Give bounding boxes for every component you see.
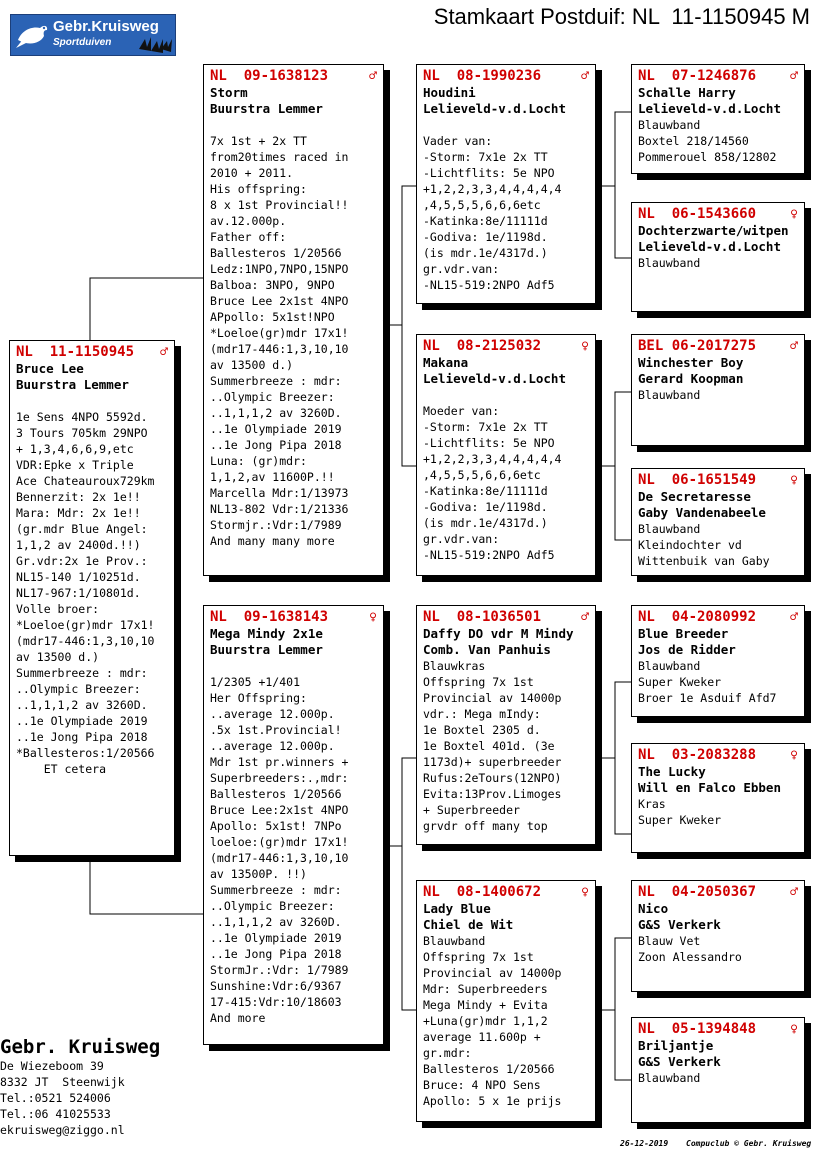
paternal-grandmother-card[interactable] [416,334,596,576]
detail-line: -NL15-519:2NPO Adf5 [423,548,555,562]
detail-line: 1/2305 +1/401 [210,675,301,689]
detail-line: 8 x 1st Provincial!! [210,198,349,212]
detail-line: Offspring 7x 1st [423,950,534,964]
detail-line: 1173d)+ superbreeder [423,755,562,769]
logo-title: Gebr.Kruisweg [53,18,159,35]
detail-line: ..1e Jong Pipa 2018 [210,947,342,961]
detail-line: 8332 JT Steenwijk [0,1075,125,1089]
detail-line: Her Offspring: [210,691,307,705]
great-grandparent-card[interactable] [631,334,805,446]
detail-line: + 1,3,4,6,6,9,etc [16,442,134,456]
ring-number: NL 07-1246876 [638,68,757,84]
detail-line: (mdr17-446:1,3,10,10 [210,851,349,865]
detail-line: loeloe:(gr)mdr 17x1! [210,835,349,849]
detail-line: Blauwband [638,256,701,270]
detail-line: Gr.vdr:2x 1e Prov.: [16,554,148,568]
detail-line: 3 Tours 705km 29NPO [16,426,148,440]
detail-line: Luna: (gr)mdr: [210,454,307,468]
pigeon-name: Mega Mindy 2x1e [210,626,323,641]
detail-line: Provincial av 14000p [423,691,562,705]
pigeon-details [638,387,800,403]
detail-line: *Ballesteros:1/20566 [16,746,155,760]
detail-line: Broer 1e Asduif Afd7 [638,691,777,705]
pigeon-details [638,1070,800,1086]
detail-line: +Luna(gr)mdr 1,1,2 [423,1014,548,1028]
owner-name: Gebr. Kruisweg [0,1036,161,1058]
detail-line: 1,1,2 av 2400d.!!) [16,538,141,552]
ring-number: NL 11-1150945 [16,344,135,360]
detail-line: -Lichtflits: 5e NPO [423,166,555,180]
detail-line: -Katinka:8e/11111d [423,214,548,228]
female-sex-icon: ♀ [369,610,377,625]
subject-pigeon-card[interactable] [9,340,175,856]
pigeon-details [423,933,591,1109]
pigeon-details [638,796,800,828]
detail-line: + Superbreeder [423,803,520,817]
pigeon-details [423,387,591,563]
detail-line: ..1,1,1,2 av 3260D. [16,698,148,712]
detail-line: Summerbreeze : mdr: [16,666,148,680]
detail-line: av 13500 d.) [210,358,294,372]
detail-line: Ballesteros 1/20566 [210,787,342,801]
pigeon-name: Dochterzwarte/witpen [638,223,789,238]
detail-line: -Storm: 7x1e 2x TT [423,150,548,164]
detail-line: Zoon Alessandro [638,950,742,964]
detail-line: ..1e Olympiade 2019 [210,931,342,945]
detail-line: Summerbreeze : mdr: [210,883,342,897]
pigeon-details [638,658,800,706]
female-sex-icon: ♀ [581,339,589,354]
detail-line: av 13500 d.) [16,650,100,664]
pigeon-name: Nico [638,901,669,916]
detail-line: Blauwband [638,522,701,536]
detail-line: -NL15-519:2NPO Adf5 [423,278,555,292]
breeder-name: G&S Verkerk [638,1054,721,1069]
detail-line: ekruisweg@ziggo.nl [0,1123,125,1137]
detail-line: Blauwband [423,934,486,948]
detail-line: +1,2,2,3,3,4,4,4,4,4 [423,452,562,466]
logo-subtitle: Sportduiven [53,37,112,48]
detail-line: Apollo: 5 x 1e prijs [423,1094,562,1108]
detail-line: ..1e Olympiade 2019 [210,422,342,436]
detail-line: Summerbreeze : mdr: [210,374,342,388]
detail-line: Mega Mindy + Evita [423,998,548,1012]
detail-line: Blauw Vet [638,934,701,948]
ring-number: NL 08-1400672 [423,884,542,900]
detail-line: Bennerzit: 2x 1e!! [16,490,141,504]
detail-line: .5x 1st.Provincial! [210,723,342,737]
detail-line: De Wiezeboom 39 [0,1059,104,1073]
detail-line: 1e Sens 4NPO 5592d. [16,410,148,424]
maternal-grandmother-card[interactable] [416,880,596,1122]
detail-line: ET cetera [16,762,107,776]
female-sex-icon: ♀ [790,748,798,763]
detail-line: NL13-802 Vdr:1/21336 [210,502,349,516]
ring-number: BEL 06-2017275 [638,338,757,354]
breeder-name: Comb. Van Panhuis [423,642,551,657]
detail-line: gr.vdr.van: [423,262,500,276]
father-pigeon-card[interactable] [203,64,384,576]
owner-address [0,1036,160,1138]
ring-number: NL 06-1651549 [638,472,757,488]
detail-line: NL17-967:1/10801d. [16,586,141,600]
detail-line: ..1,1,1,2 av 3260D. [210,406,342,420]
pigeon-name: De Secretaresse [638,489,751,504]
great-grandparent-card[interactable] [631,64,805,174]
detail-line [423,387,591,403]
pigeon-name: Winchester Boy [638,355,744,370]
detail-line: Tel.:0521 524006 [0,1091,111,1105]
pigeon-name: Daffy DO vdr M Mindy [423,626,574,641]
detail-line: vdr.: Mega mIndy: [423,707,541,721]
detail-line: -Godiva: 1e/1198d. [423,500,548,514]
breeder-name: Lelieveld-v.d.Locht [423,101,566,116]
ring-number: NL 08-2125032 [423,338,542,354]
detail-line: ..Olympic Breezer: [210,390,335,404]
breeder-name: Jos de Ridder [638,642,736,657]
detail-line: Apollo: 5x1st! 7NPo [210,819,342,833]
pigeon-details [638,521,800,569]
detail-line: ..average 12.000p. [210,739,335,753]
detail-line [16,393,170,409]
female-sex-icon: ♀ [790,207,798,222]
detail-line: Blauwband [638,1071,701,1085]
detail-line: -Lichtflits: 5e NPO [423,436,555,450]
ring-number: NL 06-1543660 [638,206,757,222]
ring-number: NL 08-1036501 [423,609,542,625]
detail-line: (is mdr.1e/4317d.) [423,246,548,260]
detail-line: StormJr.:Vdr: 1/7989 [210,963,349,977]
pigeon-details [210,658,379,1026]
detail-line: Vader van: [423,134,493,148]
detail-line: Stormjr.:Vdr:1/7989 [210,518,342,532]
detail-line: 1e Boxtel 2305 d. [423,723,541,737]
detail-line: Blauwband [638,388,701,402]
female-sex-icon: ♀ [581,885,589,900]
detail-line: 17-415:Vdr:10/18603 [210,995,342,1009]
detail-line: gr.mdr: [423,1046,472,1060]
detail-line: ,4,5,5,5,6,6,6etc [423,468,541,482]
detail-line: Tel.:06 41025533 [0,1107,111,1121]
owner-contact-lines [0,1058,160,1138]
detail-line: Superbreeders:.,mdr: [210,771,349,785]
detail-line: Bruce: 4 NPO Sens [423,1078,541,1092]
pigeon-name: The Lucky [638,764,706,779]
copyright-credit: Compuclub © Gebr. Kruisweg [686,1139,812,1148]
detail-line: (gr.mdr Blue Angel: [16,522,148,536]
pigeon-name: Storm [210,85,248,100]
detail-line: 1e Boxtel 401d. (3e [423,739,555,753]
detail-line: ,4,5,5,5,6,6,6etc [423,198,541,212]
detail-line: 7x 1st + 2x TT [210,134,307,148]
detail-line: And many many more [210,534,335,548]
detail-line [423,117,591,133]
detail-line: Volle broer: [16,602,100,616]
ring-number: NL 04-2080992 [638,609,757,625]
pigeon-details [16,393,170,777]
detail-line: VDR:Epke x Triple [16,458,134,472]
detail-line: gr.vdr.van: [423,532,500,546]
detail-line: And more [210,1011,266,1025]
detail-line: Rufus:2eTours(12NPO) [423,771,562,785]
male-sex-icon: ♂ [369,69,377,84]
detail-line: Mara: Mdr: 2x 1e!! [16,506,141,520]
detail-line: Bruce Lee 2x1st 4NPO [210,294,349,308]
male-sex-icon: ♂ [790,339,798,354]
detail-line: 1,1,2,av 11600P.!! [210,470,335,484]
paternal-grandfather-card[interactable] [416,64,596,304]
detail-line: Ace Chateauroux729km [16,474,155,488]
ring-number: NL 08-1990236 [423,68,542,84]
pigeon-name: Makana [423,355,469,370]
great-grandparent-card[interactable] [631,468,805,576]
detail-line: Provincial av 14000p [423,966,562,980]
detail-line: Ledz:1NPO,7NPO,15NPO [210,262,349,276]
breeder-name: Will en Falco Ebben [638,780,781,795]
detail-line: Evita:13Prov.Limoges [423,787,562,801]
detail-line: Mdr 1st pr.winners + [210,755,349,769]
detail-line: av.12.000p. [210,214,287,228]
ring-number: NL 03-2083288 [638,747,757,763]
detail-line: from20times raced in [210,150,349,164]
pigeon-details [638,255,800,271]
detail-line: -Katinka:8e/11111d [423,484,548,498]
male-sex-icon: ♂ [581,69,589,84]
detail-line: (mdr17-446:1,3,10,10 [210,342,349,356]
detail-line: Ballesteros 1/20566 [210,246,342,260]
detail-line: Father off: [210,230,287,244]
detail-line: ..1e Jong Pipa 2018 [210,438,342,452]
detail-line [210,117,379,133]
detail-line: Blauwkras [423,659,486,673]
pigeon-details [423,658,591,834]
detail-line: NL15-140 1/10251d. [16,570,141,584]
breeder-name: Buurstra Lemmer [16,377,129,392]
mother-pigeon-card[interactable] [203,605,384,1045]
detail-line: Sunshine:Vdr:6/9367 [210,979,342,993]
pigeon-details [423,117,591,293]
detail-line: Offspring 7x 1st [423,675,534,689]
detail-line: av 13500P. !!) [210,867,307,881]
detail-line: ..Olympic Breezer: [16,682,141,696]
detail-line: (is mdr.1e/4317d.) [423,516,548,530]
great-grandparent-card[interactable] [631,743,805,853]
detail-line: grvdr off many top [423,819,548,833]
detail-line: APpollo: 5x1st!NPO [210,310,335,324]
detail-line: His offspring: [210,182,307,196]
male-sex-icon: ♂ [581,610,589,625]
detail-line: Wittenbuik van Gaby [638,554,770,568]
breeder-name: Buurstra Lemmer [210,642,323,657]
pigeon-name: Bruce Lee [16,361,84,376]
detail-line: +1,2,2,3,3,4,4,4,4,4 [423,182,562,196]
ring-number: NL 04-2050367 [638,884,757,900]
great-grandparent-card[interactable] [631,1017,805,1123]
ring-number: NL 09-1638143 [210,609,329,625]
breeder-name: Lelieveld-v.d.Locht [423,371,566,386]
detail-line: ..average 12.000p. [210,707,335,721]
detail-line: -Godiva: 1e/1198d. [423,230,548,244]
detail-line: Bruce Lee:2x1st 4NPO [210,803,349,817]
pigeon-details [638,933,800,965]
print-date: 26-12-2019 [620,1139,669,1148]
pigeon-name: Briljantje [638,1038,714,1053]
pigeon-name: Lady Blue [423,901,491,916]
detail-line: Kleindochter vd [638,538,742,552]
detail-line [210,658,379,674]
detail-line: Moeder van: [423,404,500,418]
breeder-name: Buurstra Lemmer [210,101,323,116]
detail-line: ..Olympic Breezer: [210,899,335,913]
breeder-name: Lelieveld-v.d.Locht [638,101,781,116]
detail-line: Super Kweker [638,813,722,827]
detail-line: ..1,1,1,2 av 3260D. [210,915,342,929]
detail-line: average 11.600p + [423,1030,541,1044]
ring-number: NL 09-1638123 [210,68,329,84]
breeder-name: G&S Verkerk [638,917,721,932]
pigeon-details [638,117,800,165]
detail-line: Blauwband [638,118,701,132]
detail-line: *Loeloe(gr)mdr 17x1! [16,618,155,632]
great-grandparent-card[interactable] [631,880,805,992]
breeder-name: Gaby Vandenabeele [638,505,766,520]
great-grandparent-card[interactable] [631,202,805,312]
detail-line: ..1e Olympiade 2019 [16,714,148,728]
pigeon-name: Houdini [423,85,476,100]
maternal-grandfather-card[interactable] [416,605,596,845]
detail-line: Kras [638,797,666,811]
male-sex-icon: ♂ [160,345,168,360]
detail-line: Boxtel 218/14560 [638,134,749,148]
male-sex-icon: ♂ [790,69,798,84]
detail-line: Super Kweker [638,675,722,689]
detail-line: (mdr17-446:1,3,10,10 [16,634,155,648]
great-grandparent-card[interactable] [631,605,805,717]
breeder-name: Lelieveld-v.d.Locht [638,239,781,254]
detail-line: Balboa: 3NPO, 9NPO [210,278,335,292]
detail-line: *Loeloe(gr)mdr 17x1! [210,326,349,340]
pigeon-details [210,117,379,549]
breeder-name: Chiel de Wit [423,917,514,932]
detail-line: 2010 + 2011. [210,166,294,180]
detail-line: Blauwband [638,659,701,673]
pigeon-name: Blue Breeder [638,626,729,641]
detail-line: -Storm: 7x1e 2x TT [423,420,548,434]
detail-line: Ballesteros 1/20566 [423,1062,555,1076]
breeder-name: Gerard Koopman [638,371,744,386]
detail-line: Marcella Mdr:1/13973 [210,486,349,500]
male-sex-icon: ♂ [790,885,798,900]
female-sex-icon: ♀ [790,1022,798,1037]
ring-number: NL 05-1394848 [638,1021,757,1037]
detail-line: Mdr: Superbreeders [423,982,548,996]
female-sex-icon: ♀ [790,473,798,488]
page-title: Stamkaart Postduif: NL 11-1150945 M [433,4,810,29]
pigeon-name: Schalle Harry [638,85,736,100]
detail-line: Pommerouel 858/12802 [638,150,777,164]
detail-line: ..1e Jong Pipa 2018 [16,730,148,744]
male-sex-icon: ♂ [790,610,798,625]
